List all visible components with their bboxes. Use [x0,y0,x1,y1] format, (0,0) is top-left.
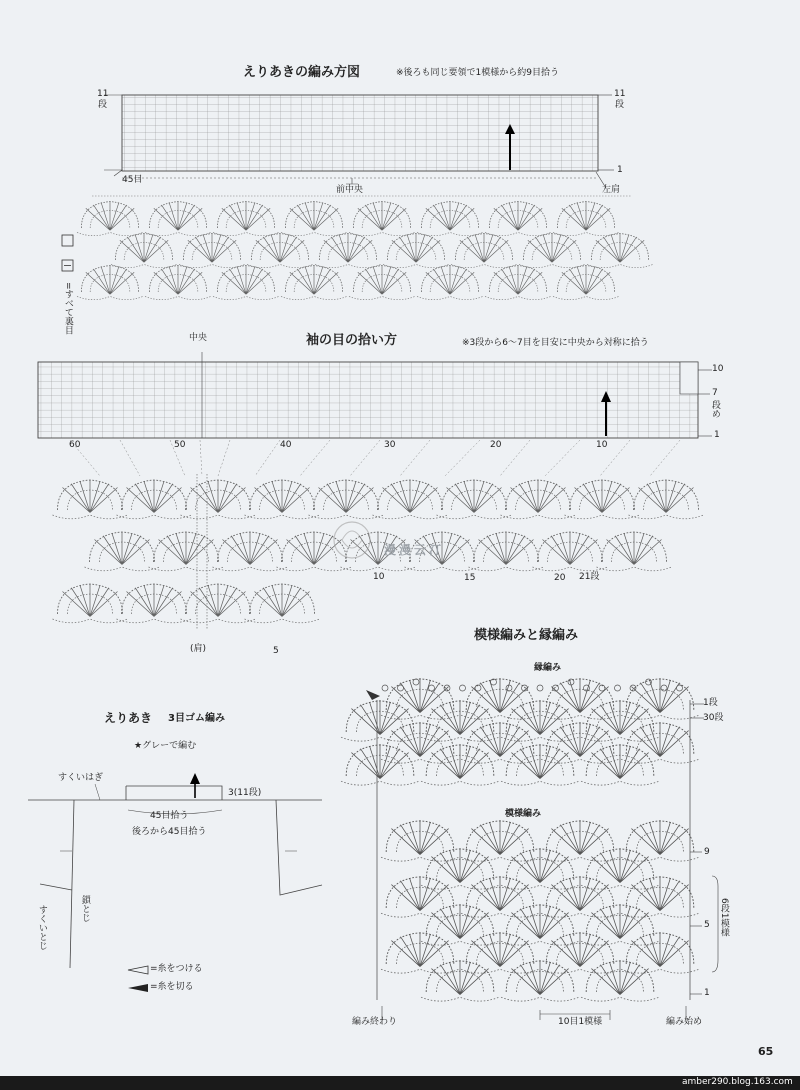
watermark-emblem [334,522,370,558]
neck-row-top-left: 11 [97,89,109,99]
neckband-title: えりあき [104,711,153,725]
crochet-fan-motif [461,821,539,861]
crochet-fan-motif [421,745,499,785]
sleeve-shoulder-label: (肩) [190,644,207,654]
neckband-pickup: 45目拾う [150,811,189,821]
neck-row-top-right-unit: 段 [615,100,625,110]
neck-chart-note: ※後ろも同じ要領で1模様から約9目拾う [396,68,559,78]
crochet-fan-motif [581,701,659,741]
crochet-fan-motif [541,877,619,917]
purl-legend-box [62,235,73,271]
purl-legend-text: =すべて裏目 [62,282,73,335]
picot-stitch [382,685,388,691]
crochet-fan-motif [417,266,483,300]
sleeve-chart-note: ※3段から6〜7目を目安に中央から対称に拾う [462,338,649,348]
crochet-fan-motif [373,480,448,519]
crochet-fan-motif [179,234,245,268]
crochet-fan-motif [421,849,499,889]
sleeve-stitch-60: 60 [69,440,81,450]
crochet-fan-motif [501,480,576,519]
crochet-fan-motif [181,480,256,519]
crochet-fan-motif [553,202,619,236]
picot-stitch [677,685,683,691]
crochet-fan-motif [541,821,619,861]
sleeve-pickup-lines [70,440,680,476]
picot-stitch [615,685,621,691]
crochet-fan-motif [501,849,579,889]
neck-shoulder-label: 左肩 [602,185,621,195]
sleeve-row-bottom: 1 [714,430,720,440]
sleeve-stitch-10: 10 [596,440,608,450]
crochet-fan-motif [145,202,211,236]
crochet-fan-motif [461,679,539,719]
crochet-fan-motif [53,584,128,623]
crochet-fan-motif [341,701,419,741]
crochet-fan-motif [349,202,415,236]
crochet-fan-motif [383,234,449,268]
crochet-fan-motif [437,480,512,519]
sleeve-row-mid-unit: 段め [709,400,720,418]
crochet-fan-motif [541,679,619,719]
crochet-fan-motif [117,480,192,519]
picot-stitch [599,685,605,691]
sleeve-stitch-20: 20 [490,440,502,450]
neck-row-top-right: 11 [614,89,626,99]
crochet-fan-motif [181,584,256,623]
crochet-fan-motif [145,266,211,300]
crochet-fan-motif [213,266,279,300]
neckband-gray-note: ★グレーで編む [134,741,197,751]
crochet-fan-motif [469,532,544,571]
crochet-fan-motif [417,202,483,236]
crochet-fan-motif [501,961,579,1001]
crochet-fan-motif [381,723,459,763]
picot-stitch [661,685,667,691]
sleeve-center-label: 中央 [189,333,208,343]
crochet-fan-motif [247,234,313,268]
crochet-fan-motif [349,266,415,300]
crochet-fan-motif [117,584,192,623]
picot-stitch [429,685,435,691]
crochet-fan-motif [621,877,699,917]
page-number: 65 [758,1045,774,1058]
sleeve-chart-title: 袖の目の拾い方 [306,333,398,348]
crochet-fan-motif [519,234,585,268]
crochet-fan-motif [309,480,384,519]
neckband-back-pickup: 後ろから45目拾う [132,827,207,837]
sleeve-row-10: 10 [373,572,385,582]
yarn-legend-attach: =糸をつける [150,964,203,974]
pattern-row-1: 1 [704,988,710,998]
crochet-fan-motif [245,584,320,623]
neck-center-label: 前中央 [336,185,364,195]
pattern-row-5: 5 [704,920,710,930]
edging-row-1: 1段 [703,698,718,708]
crochet-fan-motif [581,905,659,945]
crochet-fan-motif [421,961,499,1001]
sleeve-row-15: 15 [464,573,476,583]
pattern-finish-label: 編み終わり [352,1017,398,1027]
sleeve-row-20: 20 [554,573,566,583]
neck-stitch-count: 45目 [122,175,143,185]
crochet-fan-motif [501,905,579,945]
edging-row-30: 30段 [703,713,724,723]
picot-stitch [537,685,543,691]
crochet-fan-motif [421,701,499,741]
crochet-fan-motif [629,480,704,519]
crochet-fan-motif [587,234,653,268]
neck-row-top-left-unit: 段 [98,100,108,110]
crochet-fan-motif [149,532,224,571]
crochet-fan-motif [213,532,288,571]
picot-stitch [413,679,419,685]
crochet-fan-motif [381,933,459,973]
crochet-fan-motif [581,961,659,1001]
neckband-seam-3: すくいとじ [36,905,47,950]
sleeve-row-21: 21段 [579,572,600,582]
picot-stitch [475,685,481,691]
crochet-fan-motif [85,532,160,571]
footer-url: amber290.blog.163.com [682,1077,793,1087]
crochet-fan-motif [501,701,579,741]
pattern-row-9: 9 [704,847,710,857]
crochet-fan-motif [421,905,499,945]
yarn-symbols [128,966,148,992]
pattern-motifs [381,821,699,1001]
crochet-fan-motif [501,745,579,785]
crochet-fan-motif [381,821,459,861]
edging-label: 縁編み [534,663,562,673]
crochet-fan-motif [213,202,279,236]
crochet-fan-motif [533,532,608,571]
neckband-seam-1: すくいはぎ [58,773,104,783]
watermark-text: 漫漫云汀 [384,543,445,557]
neckband-schematic [28,773,322,968]
pattern-repeat-rows: 6段1模様 [718,898,729,937]
crochet-fan-motif [621,821,699,861]
picot-stitch [398,685,404,691]
sleeve-stitch-40: 40 [280,440,292,450]
neck-grid-chart [104,95,614,188]
crochet-fan-motif [315,234,381,268]
crochet-fan-motif [485,266,551,300]
yarn-legend-cut: =糸を切る [150,982,194,992]
picot-stitch [460,685,466,691]
crochet-fan-motif [581,745,659,785]
crochet-fan-motif [53,480,128,519]
crochet-fan-motif [77,202,143,236]
sleeve-crochet-motifs [53,474,704,630]
footer-bar [0,1076,800,1090]
crochet-fan-motif [77,266,143,300]
sleeve-grid-chart [38,352,712,438]
crochet-fan-motif [461,723,539,763]
crochet-fan-motif [541,933,619,973]
edging-motifs [341,679,699,785]
crochet-fan-motif [277,532,352,571]
neck-crochet-motifs [77,196,653,300]
crochet-fan-motif [541,723,619,763]
neckband-rows: 3(11段) [228,788,262,798]
crochet-fan-motif [461,933,539,973]
picot-stitch [506,685,512,691]
sleeve-row-top: 10 [712,364,724,374]
neckband-seam-2: 鎖とじ [79,895,90,922]
neck-chart-title: えりあきの編み方図 [243,65,361,80]
crochet-fan-motif [597,532,672,571]
pattern-label: 模様編み [505,809,542,819]
neckband-method: 3目ゴム編み [168,713,225,724]
crochet-fan-motif [451,234,517,268]
crochet-fan-motif [621,933,699,973]
crochet-fan-motif [581,849,659,889]
neck-row-bottom-right: 1 [617,165,623,175]
crochet-fan-motif [245,480,320,519]
sleeve-row-mid: 7 [712,388,718,398]
sleeve-stitch-30: 30 [384,440,396,450]
crochet-fan-motif [281,266,347,300]
crochet-fan-motif [381,877,459,917]
crochet-fan-motif [281,202,347,236]
crochet-fan-motif [485,202,551,236]
crochet-fan-motif [565,480,640,519]
pattern-repeat-stitches: 10目1模様 [558,1017,603,1027]
crochet-fan-motif [621,723,699,763]
crochet-fan-motif [461,877,539,917]
pattern-section-title: 模様編みと縁編み [474,628,579,643]
sleeve-stitch-50: 50 [174,440,186,450]
crochet-fan-motif [553,266,619,300]
sleeve-bottom-number: 5 [273,646,279,656]
pattern-start-label: 編み始め [666,1017,703,1027]
crochet-fan-motif [111,234,177,268]
crochet-fan-motif [341,745,419,785]
